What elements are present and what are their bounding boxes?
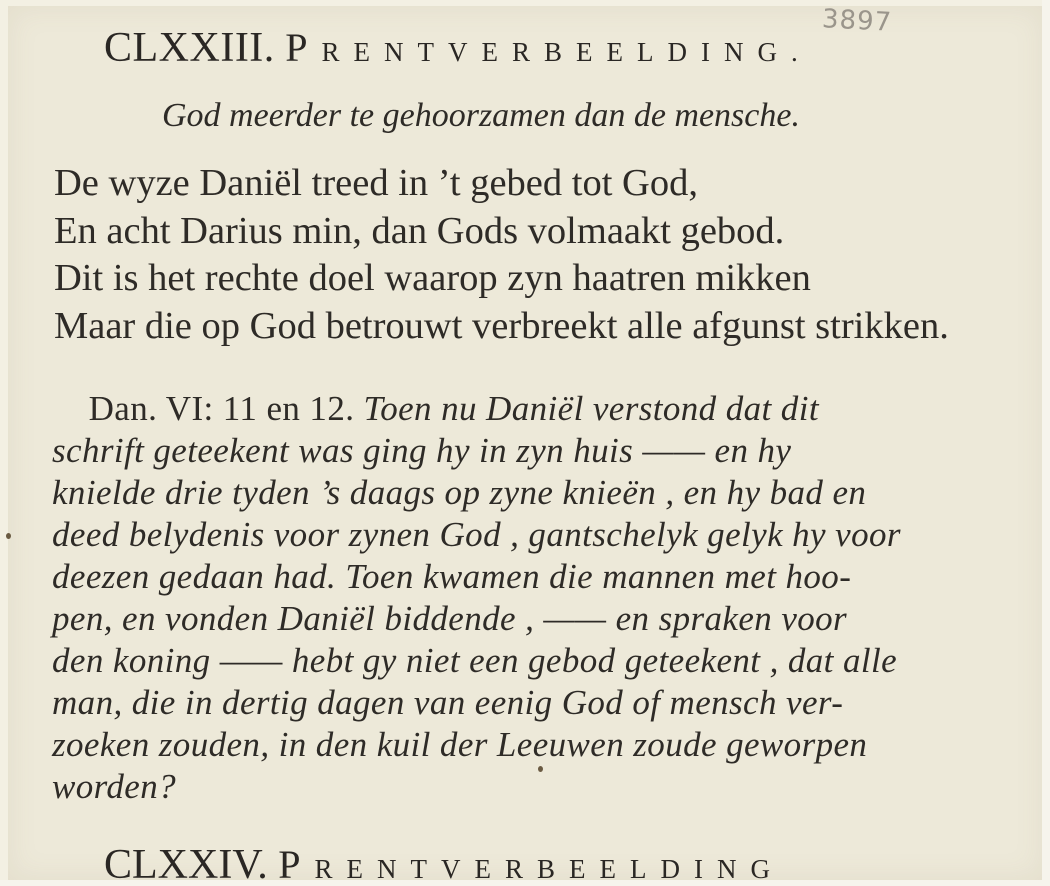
heading-word bbox=[285, 25, 812, 70]
verse-line: Maar die op God betrouwt verbreekt alle afgunst strikken. bbox=[54, 304, 949, 347]
scripture-line: worden? bbox=[52, 767, 177, 806]
next-heading-numeral: CLXXIV. bbox=[104, 842, 268, 886]
verse-line: En acht Darius min, dan Gods volmaakt gebod. bbox=[54, 209, 785, 252]
verse-line: Dit is het rechte doel waarop zyn haatren mikken bbox=[54, 257, 811, 299]
paper-speck bbox=[538, 766, 543, 772]
archive-number: 3897 bbox=[821, 4, 893, 38]
scripture-line: zoeken zouden, in den kuil der Leeuwen zoude geworpen bbox=[52, 725, 868, 764]
next-heading-word bbox=[278, 842, 784, 886]
heading-initial: P bbox=[285, 25, 322, 70]
scripture-line: deed belydenis voor zynen God , gantschelyk gelyk hy voor bbox=[52, 515, 901, 554]
page-edge-right bbox=[1042, 0, 1050, 886]
next-heading-word-rest: RENTVERBEELDING bbox=[314, 854, 784, 884]
scripture-reference: Dan. VI: 11 en 12. bbox=[88, 389, 355, 428]
scripture-line: den koning —— hebt gy niet een gebod geteekent , dat alle bbox=[52, 641, 898, 680]
scripture-line: deezen gedaan had. Toen kwamen die mannen met hoo- bbox=[52, 557, 852, 596]
subtitle: God meerder te gehoorzamen dan de mensche. bbox=[162, 97, 800, 134]
verse bbox=[54, 160, 949, 350]
next-heading-initial: P bbox=[278, 842, 315, 886]
scripture-line bbox=[52, 388, 1032, 430]
scripture-passage bbox=[52, 388, 1032, 808]
verse-line: De wyze Daniël treed in ’t gebed tot God, bbox=[54, 162, 698, 204]
paper-speck bbox=[6, 533, 11, 539]
scripture-line: knielde drie tyden ’s daags op zyne knieën , en hy bad en bbox=[52, 473, 867, 512]
scripture-line: pen, en vonden Daniël biddende , —— en spraken voor bbox=[52, 599, 848, 638]
section-heading bbox=[104, 25, 812, 75]
heading-numeral: CLXXIII. bbox=[104, 25, 275, 71]
scripture-line: schrift geteekent was ging hy in zyn huis —— en hy bbox=[52, 431, 792, 470]
heading-word-rest: RENTVERBEELDING. bbox=[321, 37, 812, 67]
scripture-line: man, die in dertig dagen van eenig God of mensch ver- bbox=[52, 683, 844, 722]
next-section-heading bbox=[104, 842, 784, 886]
scripture-first-line-text: Toen nu Daniël verstond dat dit bbox=[363, 389, 819, 428]
